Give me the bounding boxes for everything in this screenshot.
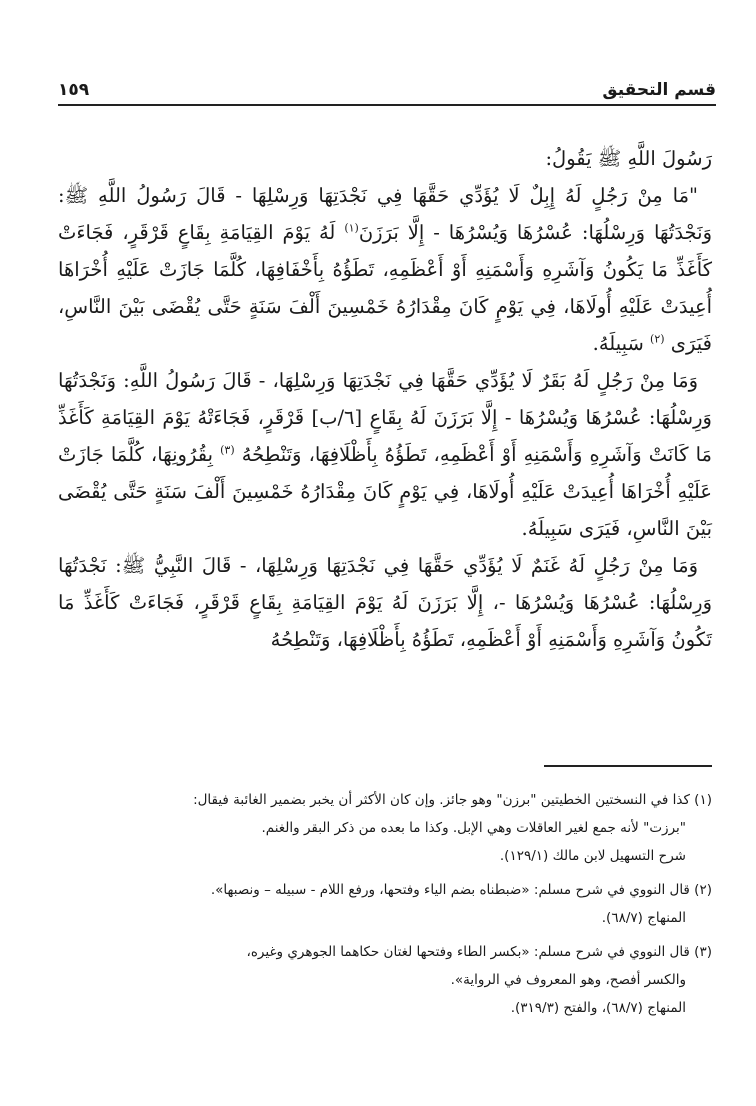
footnote-1-line-1: (١) كذا في النسختين الخطيتين "برزن" وهو جائز. وإن كان الأكثر أن يخبر بضمير الغائبة فيقال: — [193, 792, 712, 808]
paragraph-camels — [58, 177, 712, 362]
paragraph-intro: رَسُولَ اللَّهِ ﷺ يَقُولُ: — [545, 147, 712, 170]
footnote-3 — [58, 938, 712, 1022]
paragraph-camels-part1: "مَا مِنْ رَجُلٍ لَهُ إِبِلٌ لَا يُؤَدِّي حَقَّهَا فِي نَجْدَتِهَا وَرِسْلِهَا - قَالَ رَسُولُ اللَّهِ ﷺ: وَنَجْدَتُهَا وَرِسْلُهَا: عُسْرُهَا وَيُسْرُهَا - إِلَّا بَرَزَنَ — [58, 184, 712, 244]
footnote-1 — [58, 786, 712, 870]
footnote-1-line-3: شرح التسهيل لابن مالك (١٢٩/١). — [499, 848, 686, 864]
paragraph-cattle-part2: بِقُرُونِهَا، كُلَّمَا جَازَتْ عَلَيْهِ أُخْرَاهَا أُعِيدَتْ عَلَيْهِ أُولَاهَا، فِي يَوْمٍ كَانَ مِقْدَارُهُ خَمْسِينَ أَلْفَ سَنَةٍ حَتَّى يُقْضَى بَيْنَ النَّاسِ، فَيَرَى سَبِيلَهُ. — [58, 443, 712, 540]
footnote-3-line-3: المنهاج (٦٨/٧)، والفتح (٣١٩/٣). — [510, 1000, 686, 1016]
section-title: قسم التحقيق — [602, 80, 716, 100]
footnote-divider — [544, 765, 712, 767]
paragraph-cattle — [58, 362, 712, 547]
footnote-2 — [58, 876, 712, 932]
paragraph-sheep: وَمَا مِنْ رَجُلٍ لَهُ غَنَمٌ لَا يُؤَدِّي حَقَّهَا فِي نَجْدَتِهَا وَرِسْلِهَا، - قَالَ النَّبِيُّ ﷺ: نَجْدَتُهَا وَرِسْلُهَا: عُسْرُهَا وَيُسْرُهَا -، إِلَّا بَرَزَنَ لَهُ يَوْمَ القِيَامَةِ بِقَاعٍ قَرْقَرٍ، فَجَاءَتْ كَأَغَذِّ مَا تَكُونُ وَآشَرِهِ وَأَسْمَنِهِ أَوْ أَعْظَمِهِ، تَطَؤُهُ بِأَظْلَافِهَا، وَتَنْطِحُهُ — [58, 554, 712, 651]
footnote-1-line-2: "برزت" لأنه جمع لغير العاقلات وهي الإبل. وكذا ما بعده من ذكر البقر والغنم. — [261, 820, 686, 836]
paragraph-camels-part2: لَهُ يَوْمَ القِيَامَةِ بِقَاعٍ قَرْقَرٍ، فَجَاءَتْ كَأَغَذِّ مَا يَكُونُ وَآشَرِهِ وَأَسْمَنِهِ أَوْ أَعْظَمِهِ، تَطَؤُهُ بِأَخْفَافِهَا، كُلَّمَا جَازَتْ عَلَيْهِ أُخْرَاهَا أُعِيدَتْ عَلَيْهِ أُولَاهَا، فِي يَوْمٍ كَانَ مِقْدَارُهُ خَمْسِينَ أَلْفَ سَنَةٍ حَتَّى يُقْضَى بَيْنَ النَّاسِ، فَيَرَى — [58, 221, 712, 355]
footnote-3-line-2: والكسر أفصح، وهو المعروف في الرواية». — [450, 972, 686, 988]
main-text — [58, 140, 712, 720]
footnote-2-line-2: المنهاج (٦٨/٧). — [601, 910, 686, 926]
footnote-2-line-1: (٢) قال النووي في شرح مسلم: «ضبطناه بضم الياء وفتحها، ورفع اللام - سبيله – ونصبها». — [210, 882, 712, 898]
page-header — [58, 68, 716, 106]
page-number: ١٥٩ — [58, 80, 90, 100]
footnote-ref-2[interactable]: (٢) — [650, 332, 665, 346]
footnote-ref-3[interactable]: (٣) — [220, 443, 235, 457]
footnote-3-line-1: (٣) قال النووي في شرح مسلم: «بكسر الطاء وفتحها لغتان حكاهما الجوهري وغيره، — [246, 944, 712, 960]
footnote-ref-1[interactable]: (١) — [344, 221, 359, 235]
paragraph-cattle-part1: وَمَا مِنْ رَجُلٍ لَهُ بَقَرٌ لَا يُؤَدِّي حَقَّهَا فِي نَجْدَتِهَا وَرِسْلِهَا، - قَالَ رَسُولُ اللَّهِ: وَنَجْدَتُهَا وَرِسْلُهَا: عُسْرُهَا وَيُسْرُهَا - إِلَّا بَرَزَنَ لَهُ بِقَاعٍ [٦/ب] قَرْقَرٍ، فَجَاءَتْهُ يَوْمَ القِيَامَةِ كَأَغَذِّ مَا كَانَتْ وَآشَرِهِ وَأَسْمَنِهِ أَوْ أَعْظَمِهِ، تَطَؤُهُ بِأَظْلَافِهَا، وَتَنْطِحُهُ — [58, 369, 712, 466]
paragraph-camels-part3: سَبِيلَهُ. — [592, 332, 651, 355]
footnotes — [58, 786, 712, 1028]
